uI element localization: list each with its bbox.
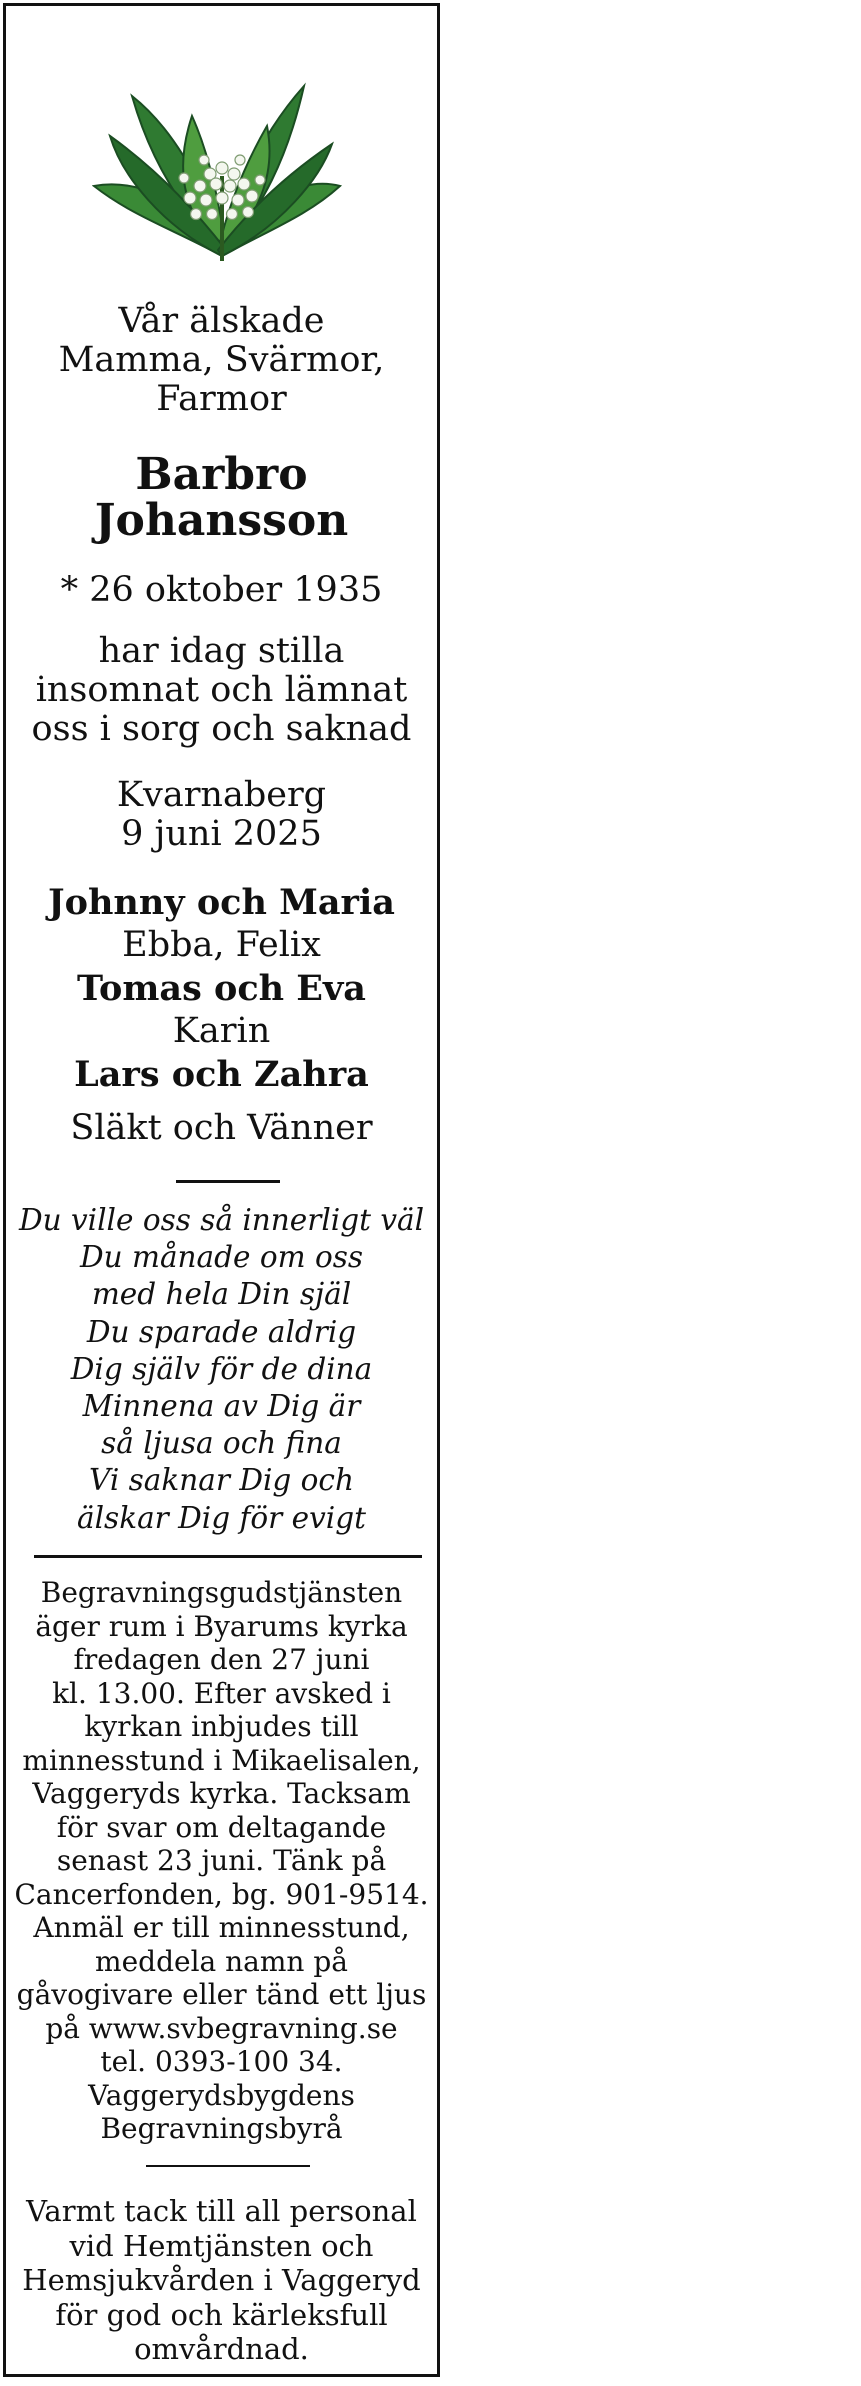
name-line: Johansson (94, 495, 349, 546)
info-line: Anmäl er till minnesstund, (33, 1911, 410, 1944)
passed-text (6, 632, 437, 749)
poem-line: Du ville oss så innerligt väl (18, 1203, 425, 1237)
obituary-frame (3, 3, 440, 2377)
thanks-line: Hemsjukvården i Vaggeryd (22, 2263, 421, 2297)
info-line: gåvogivare eller tänd ett ljus (16, 1978, 427, 2011)
place-and-date (6, 776, 437, 854)
deceased-name (6, 449, 437, 546)
family-couple: Lars och Zahra (74, 1054, 369, 1095)
info-line: kl. 13.00. Efter avsked i (52, 1676, 391, 1710)
info-line: senast 23 juni. Tänk på (56, 1844, 387, 1877)
poem (6, 1202, 437, 1537)
passed-line: insomnat och lämnat (35, 670, 408, 710)
poem-line: så ljusa och fina (101, 1426, 342, 1461)
info-line: på www.svbegravning.se (45, 2011, 398, 2045)
intro-line: Mamma, Svärmor, (58, 340, 385, 380)
birth-line: * 26 oktober 1935 (60, 570, 383, 610)
poem-line: Dig själv för de dina (70, 1351, 373, 1386)
info-line: fredagen den 27 juni (73, 1643, 370, 1676)
info-line: Begravningsbyrå (100, 2112, 343, 2145)
info-line: Vaggeryds kyrka. Tacksam (32, 1777, 411, 1810)
thanks-line: för god och kärleksfull (55, 2297, 388, 2332)
info-line: äger rum i Byarums kyrka (35, 1609, 408, 1643)
thanks-line: omvårdnad. (134, 2332, 309, 2366)
name-line: Barbro (135, 449, 308, 500)
info-line: minnesstund i Mikaelisalen, (22, 1743, 421, 1777)
family-children: Karin (172, 1011, 271, 1051)
info-line: meddela namn på (95, 1944, 348, 1978)
info-line: kyrkan inbjudes till (84, 1710, 359, 1743)
intro-line: Farmor (156, 379, 287, 419)
passed-line: oss i sorg och saknad (31, 709, 412, 749)
divider (146, 2165, 310, 2167)
relatives-line (6, 1108, 437, 1148)
divider (176, 1180, 280, 1183)
date-line: 9 juni 2025 (121, 814, 322, 854)
poem-line: med hela Din själ (91, 1277, 352, 1312)
info-line: Cancerfonden, bg. 901-9514. (14, 1877, 429, 1911)
divider (34, 1555, 422, 1558)
poem-line: älskar Dig för evigt (77, 1500, 366, 1535)
thanks-line: vid Hemtjänsten och (69, 2228, 374, 2263)
passed-line: har idag stilla (98, 631, 345, 671)
info-line: för svar om deltagande (56, 1810, 387, 1844)
poem-line: Du månade om oss (79, 1240, 364, 1275)
intro-line: Vår älskade (118, 301, 325, 341)
info-line: Vaggerydsbygdens (88, 2078, 355, 2112)
intro-text (6, 302, 437, 419)
info-line: tel. 0393-100 34. (100, 2045, 343, 2078)
place-line: Kvarnaberg (116, 775, 327, 815)
info-line: Begravningsgudstjänsten (40, 1576, 403, 1609)
family-couple: Johnny och Maria (48, 882, 395, 923)
funeral-info (6, 1576, 437, 2146)
poem-line: Minnena av Dig är (82, 1389, 361, 1424)
poem-line: Vi saknar Dig och (89, 1463, 354, 1498)
lily-of-the-valley-icon (6, 56, 437, 266)
thanks-line: Varmt tack till all personal (26, 2194, 417, 2228)
family-couple: Tomas och Eva (77, 968, 366, 1009)
family-list (6, 881, 437, 1096)
thanks-text (6, 2194, 437, 2367)
birth-date (6, 570, 437, 610)
poem-line: Du sparade aldrig (86, 1314, 357, 1349)
family-children: Ebba, Felix (122, 925, 321, 965)
relatives-text: Släkt och Vänner (70, 1108, 373, 1148)
